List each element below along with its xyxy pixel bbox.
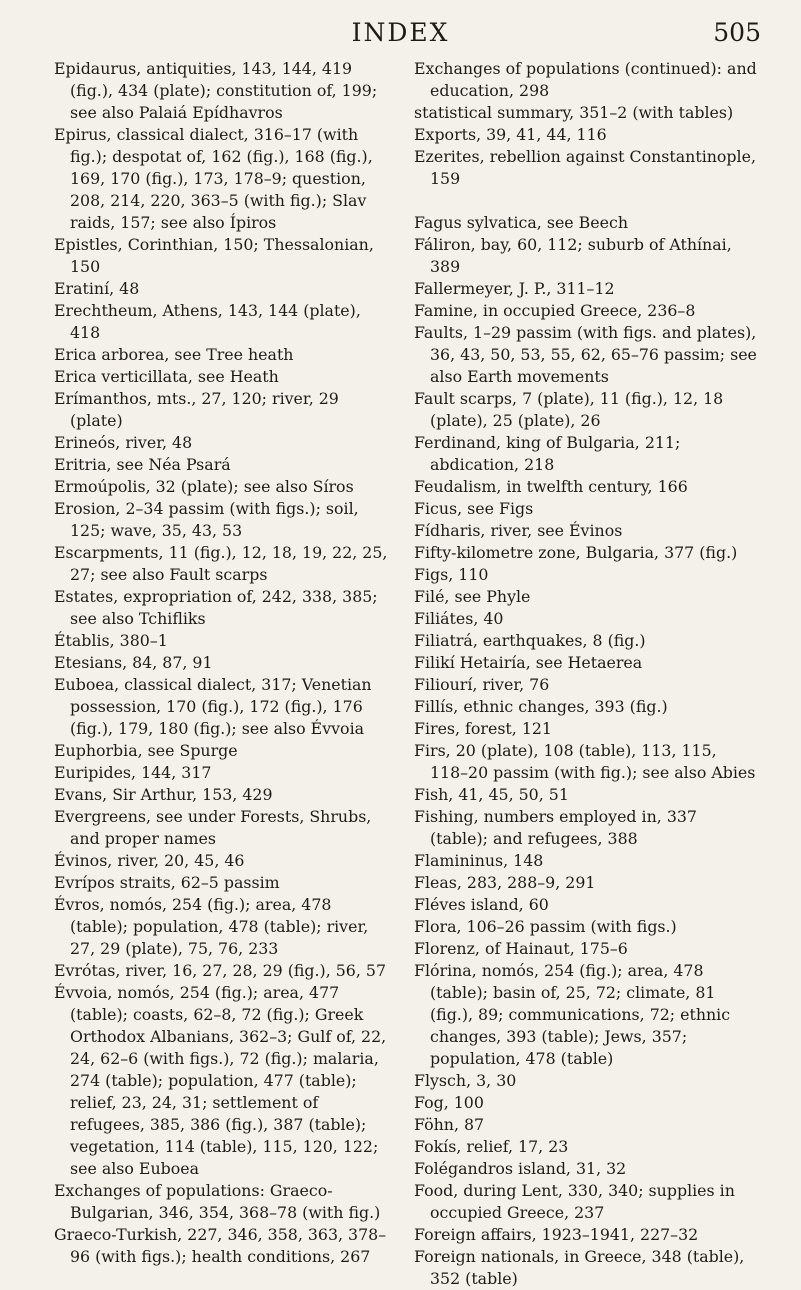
index-entry: Exchanges of populations (continued): and education, 298: [414, 59, 757, 100]
index-entry: Fagus sylvatica, see Beech: [414, 213, 629, 232]
index-entry: Figs, 110: [414, 565, 489, 584]
index-entry: Evrípos straits, 62–5 passim: [54, 873, 280, 892]
index-entry: Eritria, see Néa Psará: [54, 455, 231, 474]
index-entry: Evrótas, river, 16, 27, 28, 29 (fig.), 56, 57: [54, 961, 387, 980]
index-entry: Fires, forest, 121: [414, 719, 552, 738]
index-entry: Ferdinand, king of Bulgaria, 211; abdication, 218: [414, 433, 681, 474]
index-entry: Faults, 1–29 passim (with figs. and plates), 36, 43, 50, 53, 55, 62, 65–76 passim; see also Earth movements: [414, 323, 757, 386]
index-entry: Erímanthos, mts., 27, 120; river, 29 (plate): [54, 389, 339, 430]
index-entry: Filé, see Phyle: [414, 587, 531, 606]
index-entry: Évinos, river, 20, 45, 46: [54, 851, 245, 870]
index-entry: Euripides, 144, 317: [54, 763, 212, 782]
index-entry: Foreign affairs, 1923–1941, 227–32: [414, 1225, 699, 1244]
index-entry: Évros, nomós, 254 (fig.); area, 478 (table); population, 478 (table); river, 27, 29 (plate), 75, 76, 233: [54, 895, 369, 958]
index-entry: Etesians, 84, 87, 91: [54, 653, 213, 672]
index-entry: Graeco-Turkish, 227, 346, 358, 363, 378–96 (with figs.); health conditions, 267: [54, 1225, 387, 1266]
index-column-right: [414, 58, 759, 1290]
index-entry: Epidaurus, antiquities, 143, 144, 419 (fig.), 434 (plate); constitution of, 199; see also Palaiá Epídhavros: [54, 59, 378, 122]
index-entry: Evergreens, see under Forests, Shrubs, and proper names: [54, 807, 372, 848]
index-entry: Flórina, nomós, 254 (fig.); area, 478 (table); basin of, 25, 72; climate, 81 (fig.), 89; communications, 72; ethnic changes, 393 (table); Jews, 357; population, 478 (table): [414, 961, 731, 1068]
index-entry: Fáliron, bay, 60, 112; suburb of Athínai, 389: [414, 235, 732, 276]
index-entry: Filiátes, 40: [414, 609, 504, 628]
index-entry: Exports, 39, 41, 44, 116: [414, 125, 607, 144]
index-entry: Florenz, of Hainaut, 175–6: [414, 939, 628, 958]
index-entry: Filiourí, river, 76: [414, 675, 550, 694]
index-entry: Fleas, 283, 288–9, 291: [414, 873, 596, 892]
index-entry: Erechtheum, Athens, 143, 144 (plate), 418: [54, 301, 361, 342]
index-entry: Foreign nationals, in Greece, 348 (table), 352 (table): [414, 1247, 745, 1288]
index-entry: Firs, 20 (plate), 108 (table), 113, 115, 118–20 passim (with fig.); see also Abies: [414, 741, 756, 782]
index-entry: Fault scarps, 7 (plate), 11 (fig.), 12, 18 (plate), 25 (plate), 26: [414, 389, 724, 430]
index-entry: Erica arborea, see Tree heath: [54, 345, 294, 364]
index-entry: Famine, in occupied Greece, 236–8: [414, 301, 696, 320]
index-entry: Flysch, 3, 30: [414, 1071, 517, 1090]
index-entry: Euboea, classical dialect, 317; Venetian possession, 170 (fig.), 172 (fig.), 176 (fig.), 179, 180 (fig.); see also Évvoia: [54, 675, 372, 738]
index-entry: Fifty-kilometre zone, Bulgaria, 377 (fig.): [414, 543, 738, 562]
index-entry: Exchanges of populations: Graeco-Bulgarian, 346, 354, 368–78 (with fig.): [54, 1181, 381, 1222]
index-entry: Erosion, 2–34 passim (with figs.); soil, 125; wave, 35, 43, 53: [54, 499, 359, 540]
index-entry: Föhn, 87: [414, 1115, 485, 1134]
index-entry: Évvoia, nomós, 254 (fig.); area, 477 (table); coasts, 62–8, 72 (fig.); Greek Orthodox Albanians, 362–3; Gulf of, 22, 24, 62–6 (with figs.), 72 (fig.); malaria, 274 (table); population, 477 (table); relief, 23, 24, 31; settlement of refugees, 385, 386 (fig.), 387 (table); vegetation, 114 (table), 115, 120, 122; see also Euboea: [54, 983, 387, 1178]
index-entry: Estates, expropriation of, 242, 338, 385; see also Tchifliks: [54, 587, 378, 628]
index-entry: Flamininus, 148: [414, 851, 544, 870]
index-entry: Filiatrá, earthquakes, 8 (fig.): [414, 631, 646, 650]
index-entry: Fillís, ethnic changes, 393 (fig.): [414, 697, 668, 716]
index-entry: Filikí Hetairía, see Hetaerea: [414, 653, 643, 672]
index-entry: Evans, Sir Arthur, 153, 429: [54, 785, 273, 804]
index-column-left: [54, 58, 394, 1268]
page-title: INDEX: [351, 18, 450, 47]
index-entry: Erica verticillata, see Heath: [54, 367, 279, 386]
index-entry: Food, during Lent, 330, 340; supplies in occupied Greece, 237: [414, 1181, 735, 1222]
index-entry: Fishing, numbers employed in, 337 (table); and refugees, 388: [414, 807, 697, 848]
index-entry: Flora, 106–26 passim (with figs.): [414, 917, 677, 936]
index-entry: Fléves island, 60: [414, 895, 549, 914]
index-entry: Ezerites, rebellion against Constantinople, 159: [414, 147, 756, 188]
running-head: [0, 8, 801, 48]
index-entry: Erineós, river, 48: [54, 433, 193, 452]
index-entry: Feudalism, in twelfth century, 166: [414, 477, 688, 496]
index-entry: statistical summary, 351–2 (with tables): [414, 103, 734, 122]
index-entry: Epistles, Corinthian, 150; Thessalonian, 150: [54, 235, 374, 276]
index-entry: Fokís, relief, 17, 23: [414, 1137, 569, 1156]
index-entry: Fish, 41, 45, 50, 51: [414, 785, 569, 804]
index-entry: Fog, 100: [414, 1093, 484, 1112]
index-entry: Établis, 380–1: [54, 631, 168, 650]
index-entry: Ficus, see Figs: [414, 499, 534, 518]
index-entry: Ermoúpolis, 32 (plate); see also Síros: [54, 477, 354, 496]
index-entry: Fídharis, river, see Évinos: [414, 521, 623, 540]
page-number: 505: [713, 18, 761, 47]
index-entry: Fallermeyer, J. P., 311–12: [414, 279, 615, 298]
index-entry: Escarpments, 11 (fig.), 12, 18, 19, 22, 25, 27; see also Fault scarps: [54, 543, 388, 584]
index-entry: Euphorbia, see Spurge: [54, 741, 238, 760]
index-entry: Folégandros island, 31, 32: [414, 1159, 627, 1178]
index-entry: Epirus, classical dialect, 316–17 (with fig.); despotat of, 162 (fig.), 168 (fig.), 169, 170 (fig.), 173, 178–9; question, 208, 214, 220, 363–5 (with fig.); Slav raids, 157; see also Ípiros: [54, 125, 373, 232]
index-entry: Eratiní, 48: [54, 279, 140, 298]
